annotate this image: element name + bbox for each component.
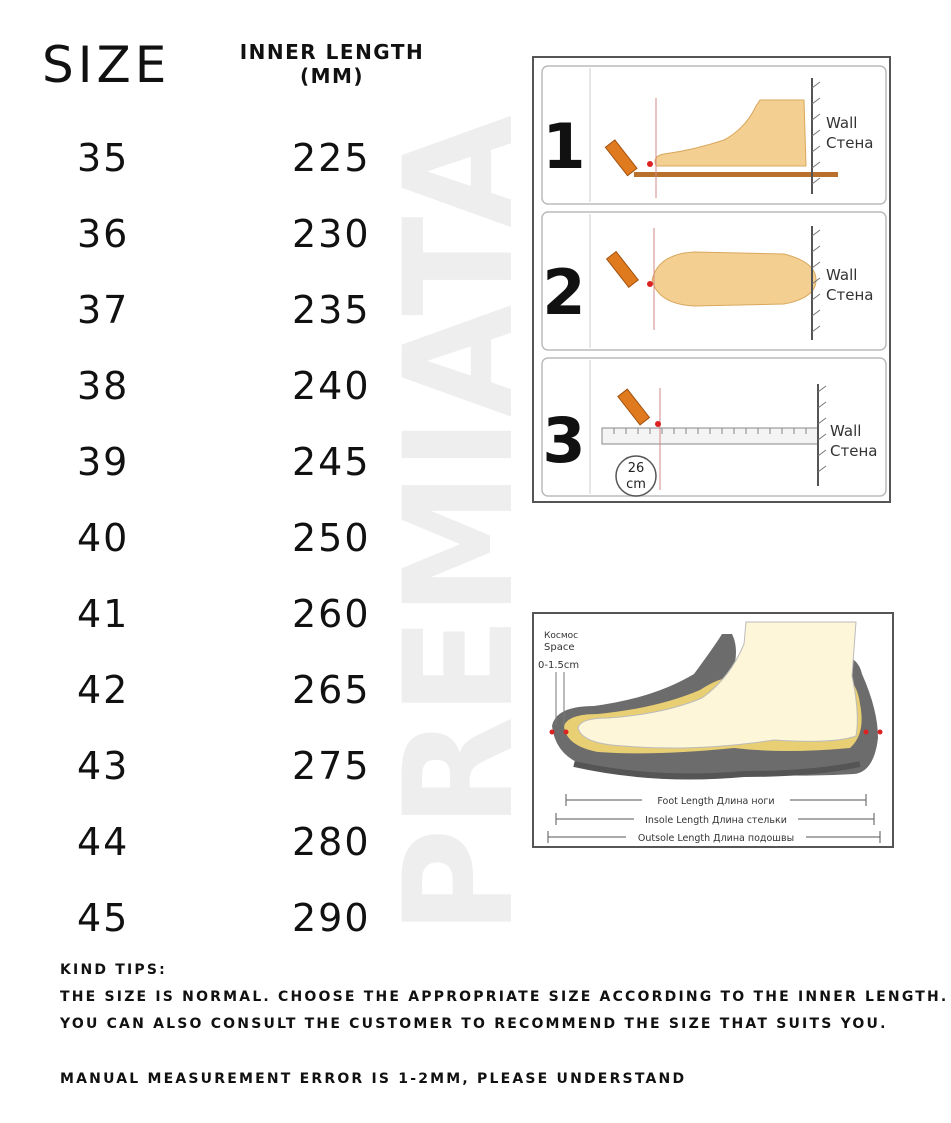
size-value: 44 (77, 820, 130, 864)
size-header: SIZE (42, 36, 171, 94)
size-value: 41 (77, 592, 130, 636)
inner-length-value: 265 (292, 668, 371, 712)
step-2-panel (542, 212, 886, 350)
size-value: 43 (77, 744, 130, 788)
svg-text:PREMIATA: PREMIATA (373, 90, 547, 935)
inner-length-header-line1: INNER LENGTH (239, 40, 425, 64)
size-row (0, 440, 420, 516)
size-row (0, 820, 420, 896)
inner-length-header (232, 40, 432, 88)
step-2-wall-ru: Стена (826, 286, 874, 304)
tips-line-3: MANUAL MEASUREMENT ERROR IS 1-2MM, PLEASE UNDERSTAND (60, 1071, 687, 1087)
inner-length-header-line2: (MM) (299, 64, 365, 88)
step-1-number: 1 (542, 110, 586, 183)
size-row (0, 516, 420, 592)
step-3-wall-en: Wall (830, 422, 862, 440)
step-1-wall-en: Wall (826, 114, 858, 132)
inner-length-value: 280 (292, 820, 371, 864)
size-value: 45 (77, 896, 130, 940)
ruler-reading-value: 26 (627, 461, 645, 476)
tips-line-2: YOU CAN ALSO CONSULT THE CUSTOMER TO RECOMMEND THE SIZE THAT SUITS YOU. (60, 1016, 888, 1032)
step-2-wall-en: Wall (826, 266, 858, 284)
space-label-en: Space (544, 642, 575, 653)
size-row (0, 744, 420, 820)
shoe-illustration (534, 614, 892, 846)
size-value: 36 (77, 212, 130, 256)
size-value: 39 (77, 440, 130, 484)
inner-length-value: 245 (292, 440, 371, 484)
space-range: 0-1.5cm (538, 660, 580, 671)
steps-illustration (534, 58, 889, 501)
inner-length-value: 235 (292, 288, 371, 332)
step-2-number: 2 (542, 256, 586, 329)
tips-title: KIND TIPS: (60, 962, 167, 978)
step-1-wall-ru: Стена (826, 134, 874, 152)
inner-length-value: 240 (292, 364, 371, 408)
size-row (0, 896, 420, 972)
size-value: 38 (77, 364, 130, 408)
ruler-reading-badge (616, 456, 656, 496)
step-1-panel (542, 66, 886, 204)
size-row (0, 668, 420, 744)
tips-line-1: THE SIZE IS NORMAL. CHOOSE THE APPROPRIATE SIZE ACCORDING TO THE INNER LENGTH. (60, 989, 949, 1005)
size-row (0, 136, 420, 212)
size-value: 40 (77, 516, 130, 560)
inner-length-value: 225 (292, 136, 371, 180)
space-label-ru: Космос (544, 631, 579, 641)
step-3-wall-ru: Стена (830, 442, 878, 460)
shoe-length-diagram (532, 612, 894, 848)
size-value: 35 (77, 136, 130, 180)
foot-length-label: Foot Length Длина ноги (657, 796, 775, 807)
step-3-number: 3 (542, 404, 586, 477)
size-value: 42 (77, 668, 130, 712)
size-row (0, 288, 420, 364)
ruler-reading-unit: cm (626, 477, 646, 492)
size-row (0, 212, 420, 288)
inner-length-value: 250 (292, 516, 371, 560)
size-row (0, 364, 420, 440)
step-3-panel (542, 358, 886, 496)
size-value: 37 (77, 288, 130, 332)
inner-length-value: 275 (292, 744, 371, 788)
insole-length-label: Insole Length Длина стельки (645, 815, 787, 826)
size-row (0, 592, 420, 668)
inner-length-value: 290 (292, 896, 371, 940)
measurement-steps-diagram (532, 56, 891, 503)
inner-length-value: 260 (292, 592, 371, 636)
inner-length-value: 230 (292, 212, 371, 256)
outsole-length-label: Outsole Length Длина подошвы (637, 833, 795, 844)
ruler (602, 428, 818, 444)
